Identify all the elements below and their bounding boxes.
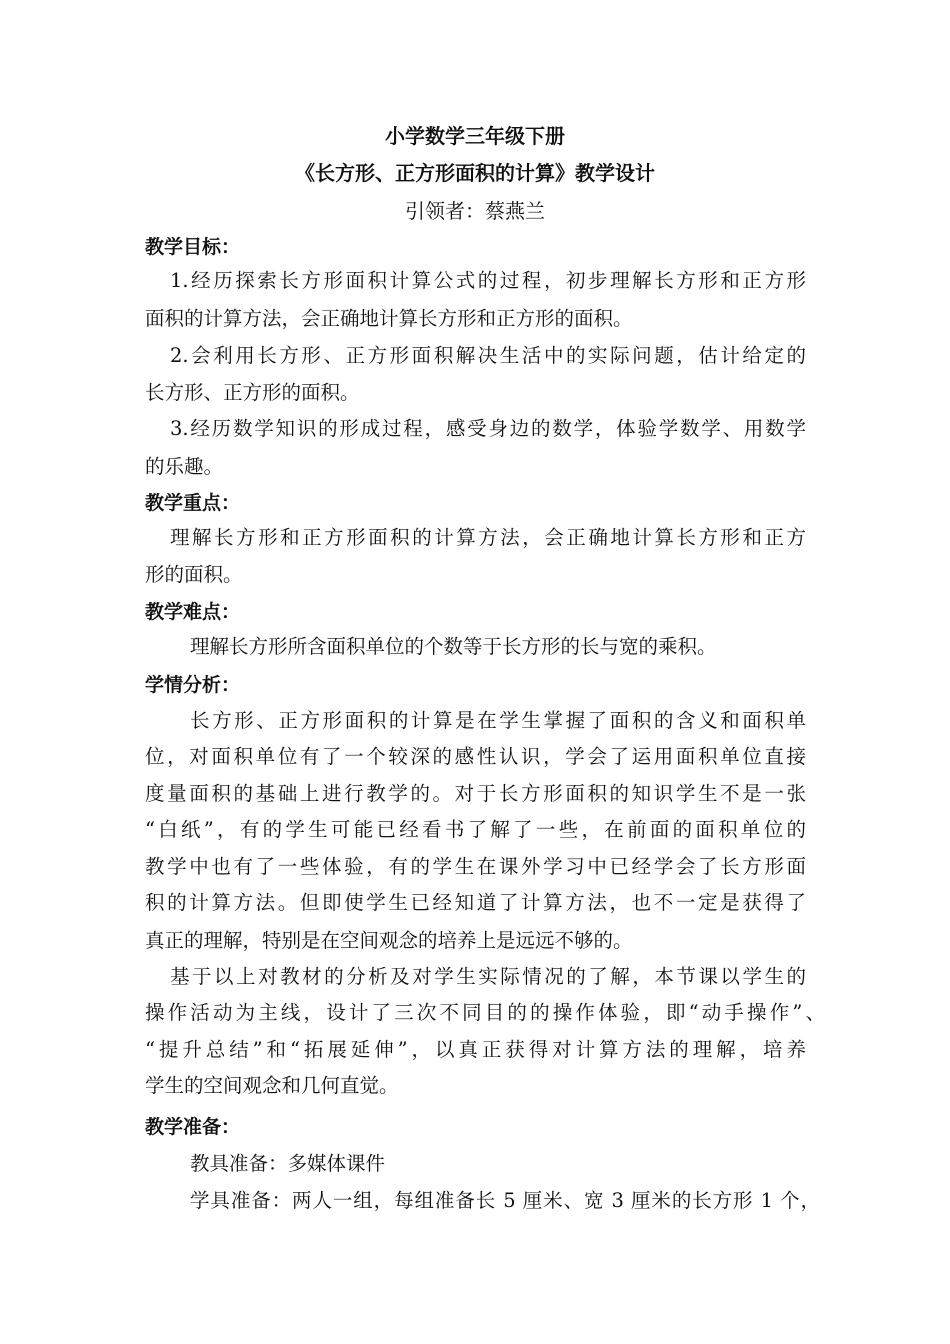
paragraph-line: 度量面积的基础上进行教学的。对于长方形面积的知识学生不是一张 xyxy=(145,782,806,805)
section-heading-analysis: 学情分析： xyxy=(145,674,241,696)
section-heading-preparation: 教学准备： xyxy=(145,1116,241,1138)
document-title: 小学数学三年级下册 xyxy=(385,124,565,148)
paragraph-line: 面积的计算方法，会正确地计算长方形和正方形的面积。 xyxy=(145,307,633,330)
paragraph-line: 长方形、正方形的面积。 xyxy=(145,381,360,404)
paragraph-line: “白纸”，有的学生可能已经看书了解了一些，在前面的面积单位的 xyxy=(145,818,806,841)
document-subtitle: 《长方形、正方形面积的计算》教学设计 xyxy=(295,161,655,185)
paragraph-line: 长方形、正方形面积的计算是在学生掌握了面积的含义和面积单 xyxy=(190,709,806,732)
paragraph-line: 操作活动为主线，设计了三次不同目的的操作体验，即“动手操作”、 xyxy=(145,1001,825,1024)
section-heading-difficulties: 教学难点： xyxy=(145,601,241,623)
section-heading-key-points: 教学重点： xyxy=(145,492,241,514)
paragraph-line: 形的面积。 xyxy=(145,563,243,586)
paragraph-line: 的乐趣。 xyxy=(145,455,224,478)
paragraph-line: 教学中也有了一些体验，有的学生在课外学习中已经学会了长方形面 xyxy=(145,855,806,878)
author-line: 引领者：蔡燕兰 xyxy=(405,199,545,223)
paragraph-line: 真正的理解，特别是在空间观念的培养上是远远不够的。 xyxy=(145,929,633,952)
paragraph-line: 1.经历探索长方形面积计算公式的过程，初步理解长方形和正方形 xyxy=(170,269,806,292)
paragraph-line: 积的计算方法。但即使学生已经知道了计算方法，也不一定是获得了 xyxy=(145,891,806,914)
paragraph-line: 学生的空间观念和几何直觉。 xyxy=(145,1074,399,1097)
section-heading-objectives: 教学目标： xyxy=(145,236,241,258)
paragraph-line: “提升总结”和“拓展延伸”，以真正获得对计算方法的理解，培养 xyxy=(145,1038,806,1061)
paragraph-line: 理解长方形所含面积单位的个数等于长方形的长与宽的乘积。 xyxy=(190,635,717,658)
paragraph-line: 基于以上对教材的分析及对学生实际情况的了解，本节课以学生的 xyxy=(170,965,806,988)
paragraph-line: 教具准备：多媒体课件 xyxy=(190,1152,386,1175)
paragraph-line: 理解长方形和正方形面积的计算方法，会正确地计算长方形和正方 xyxy=(170,526,806,549)
paragraph-line: 2.会利用长方形、正方形面积解决生活中的实际问题，估计给定的 xyxy=(170,344,806,367)
paragraph-line: 位，对面积单位有了一个较深的感性认识，学会了运用面积单位直接 xyxy=(145,745,806,768)
paragraph-line: 学具准备：两人一组，每组准备长 5 厘米、宽 3 厘米的长方形 1 个， xyxy=(190,1189,820,1212)
paragraph-line: 3.经历数学知识的形成过程，感受身边的数学，体验学数学、用数学 xyxy=(170,417,806,440)
